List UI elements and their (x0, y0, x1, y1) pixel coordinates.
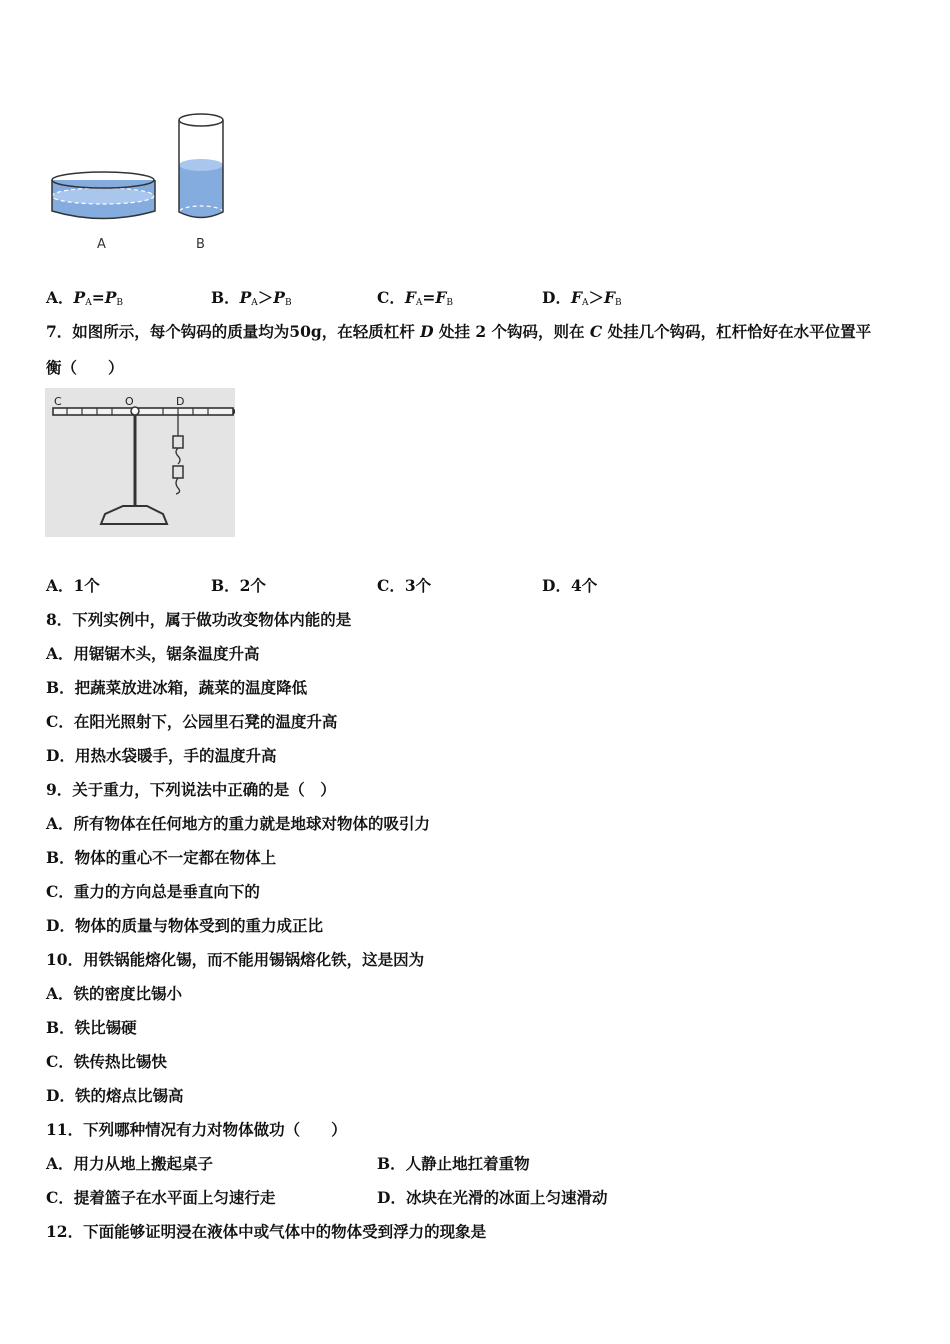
q10-stem: 10．用铁锅能熔化锡，而不能用锡锅熔化铁，这是因为 (46, 950, 425, 969)
lever-drawing (45, 388, 235, 537)
q9-option-d[interactable]: D．物体的质量与物体受到的重力成正比 (46, 916, 323, 935)
q6-option-b[interactable]: B．$P_A>P_B$ (211, 288, 292, 308)
q10-option-c[interactable]: C．铁传热比锡快 (46, 1052, 167, 1071)
q7-option-c[interactable]: C．3个 (377, 576, 432, 595)
q11-option-c[interactable]: C．提着篮子在水平面上匀速行走 (46, 1188, 276, 1207)
q8-option-c[interactable]: C．在阳光照射下，公园里石凳的温度升高 (46, 712, 338, 731)
q10-option-d[interactable]: D．铁的熔点比锡高 (46, 1086, 184, 1105)
q10-option-a[interactable]: A．铁的密度比锡小 (46, 984, 183, 1003)
q12-stem: 12．下面能够证明浸在液体中或气体中的物体受到浮力的现象是 (46, 1222, 487, 1241)
q9-stem: 9．关于重力，下列说法中正确的是（ ） (46, 780, 336, 799)
q7-option-b[interactable]: B．2个 (211, 576, 266, 595)
q7-option-d[interactable]: D．4个 (542, 576, 598, 595)
q9-option-b[interactable]: B．物体的重心不一定都在物体上 (46, 848, 277, 867)
q8-option-a[interactable]: A．用锯锯木头，锯条温度升高 (46, 644, 260, 663)
q7-option-a[interactable]: A．1个 (46, 576, 100, 595)
q11-option-d[interactable]: D．冰块在光滑的冰面上匀速滑动 (377, 1188, 608, 1207)
q6-option-a[interactable]: A．$P_A=P_B$ (46, 288, 123, 308)
q8-option-b[interactable]: B．把蔬菜放进冰箱，蔬菜的温度降低 (46, 678, 308, 697)
q8-stem: 8．下列实例中，属于做功改变物体内能的是 (46, 610, 352, 629)
q11-stem: 11．下列哪种情况有力对物体做功（ ） (46, 1120, 347, 1139)
container-b (179, 114, 223, 218)
q6-option-c[interactable]: C．$F_A=F_B$ (377, 288, 453, 308)
q7-stem-line1: 7．如图所示，每个钩码的质量均为50g，在轻质杠杆 D 处挂 2 个钩码，则在 C 处挂几个钩码，杠杆恰好在水平位置平 (46, 322, 872, 341)
lever-label-c: C (54, 395, 62, 408)
q8-option-d[interactable]: D．用热水袋暖手，手的温度升高 (46, 746, 277, 765)
lever-label-o: O (125, 395, 134, 408)
q11-option-a[interactable]: A．用力从地上搬起桌子 (46, 1154, 214, 1173)
lever-photo (45, 388, 235, 537)
containers-figure (45, 108, 235, 258)
q7-stem-line2: 衡（ ） (46, 358, 124, 377)
lever-label-d: D (176, 395, 185, 408)
q6-option-d[interactable]: D．$F_A>F_B$ (542, 288, 622, 308)
container-a (52, 172, 155, 219)
q11-option-b[interactable]: B．人静止地扛着重物 (377, 1154, 530, 1173)
q10-option-b[interactable]: B．铁比锡硬 (46, 1018, 137, 1037)
q9-option-c[interactable]: C．重力的方向总是垂直向下的 (46, 882, 260, 901)
q9-option-a[interactable]: A．所有物体在任何地方的重力就是地球对物体的吸引力 (46, 814, 431, 833)
container-a-label: A (97, 237, 106, 252)
container-b-label: B (196, 237, 205, 252)
